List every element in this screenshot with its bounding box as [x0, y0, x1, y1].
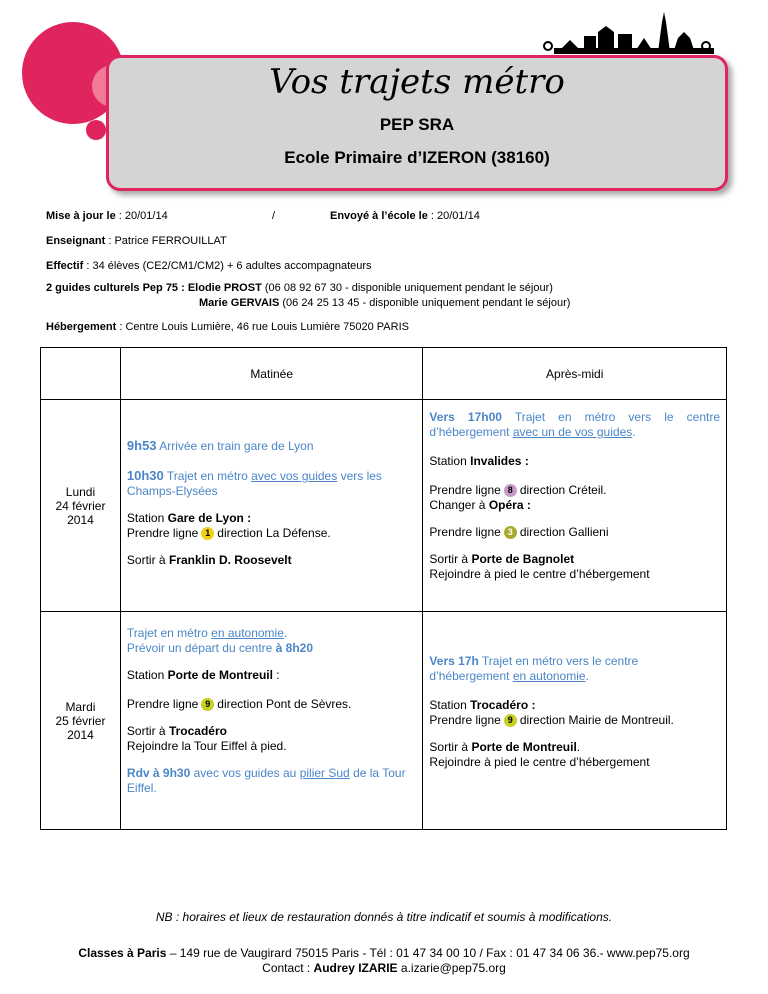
- morning-station: Gare de Lyon :: [167, 511, 252, 525]
- lodging-value: Centre Louis Lumière, 46 rue Louis Lumière 75020 PARIS: [125, 321, 409, 333]
- afternoon-walk: Rejoindre à pied le centre d’hébergement: [429, 567, 650, 581]
- afternoon-line-label: Prendre ligne: [429, 483, 501, 497]
- morning-direction: direction Pont de Sèvres.: [217, 697, 352, 711]
- footer-contact-name: Audrey IZARIE: [313, 961, 398, 975]
- metro-line-badge: 1: [201, 527, 214, 540]
- morning-trip-b: avec vos guides: [251, 469, 338, 483]
- empty-header-cell: [41, 348, 121, 400]
- afternoon-exit-label: Sortir à: [429, 740, 469, 754]
- footer-address: – 149 rue de Vaugirard 75015 Paris - Tél : 01 47 34 00 10 / Fax : 01 47 34 06 36.- www.pep75.org: [169, 946, 690, 960]
- morning-station-label: Station: [126, 511, 165, 525]
- guide1-name: Elodie PROST: [187, 282, 262, 294]
- afternoon-station: Trocadéro :: [470, 698, 536, 712]
- footer-contact-label: Contact :: [262, 961, 311, 975]
- morning-line-label: Prendre ligne: [126, 697, 199, 711]
- afternoon-station: Invalides :: [470, 454, 529, 468]
- morning-time2: 10h30: [126, 468, 164, 483]
- sent-date: 20/01/14: [437, 210, 480, 222]
- guide2-name: Marie GERVAIS: [199, 297, 280, 309]
- morning-rdv-a: Rdv à 9h30: [126, 766, 191, 780]
- afternoon-station-label: Station: [429, 698, 467, 712]
- day-date: 24 février: [55, 498, 106, 513]
- paris-skyline-icon: [540, 12, 715, 54]
- afternoon-exit-label: Sortir à: [429, 552, 469, 566]
- header-morning: Matinée: [120, 348, 423, 400]
- afternoon-direction: direction Créteil.: [519, 483, 607, 497]
- morning-trip-c: vers les Champs-Elysées: [126, 469, 382, 498]
- afternoon-direction2: direction Gallieni: [519, 525, 609, 539]
- footer-address-line: [0, 946, 768, 960]
- morning-rdv-b: avec vos guides au: [193, 766, 297, 780]
- afternoon-time: Vers 17h00: [429, 410, 502, 424]
- update-line: Mise à jour le : 20/01/14: [46, 210, 168, 222]
- morning-depart-a: Prévoir un départ du centre: [126, 641, 273, 655]
- guides-label: 2 guides culturels Pep 75 :: [46, 282, 185, 294]
- morning-exit: Franklin D. Roosevelt: [168, 553, 292, 567]
- morning-trip-a: Trajet en métro: [166, 469, 248, 483]
- day-year: 2014: [67, 727, 94, 742]
- schedule-table: [40, 347, 727, 830]
- lodging-label: Hébergement: [46, 321, 117, 333]
- guide2-line: [199, 297, 570, 309]
- metro-line-badge: 3: [504, 526, 517, 539]
- guide1-info: (06 08 92 67 30 - disponible uniquement pendant le séjour): [264, 282, 553, 294]
- morning-exit-label: Sortir à: [126, 553, 166, 567]
- day-date: 25 février: [55, 713, 106, 728]
- morning-station: Porte de Montreuil: [167, 668, 273, 682]
- teacher-label: Enseignant: [46, 235, 106, 247]
- table-row: [41, 400, 727, 612]
- effectif-value: 34 élèves (CE2/CM1/CM2) + 6 adultes accompagnateurs: [92, 260, 372, 272]
- school-name: Ecole Primaire d’IZERON (38160): [284, 148, 550, 167]
- table-header-row: [41, 348, 727, 400]
- afternoon-change-label: Changer à: [429, 498, 486, 512]
- morning-exit: Trocadéro: [168, 724, 227, 738]
- separator: /: [272, 210, 276, 222]
- day-name: Lundi: [65, 484, 96, 499]
- guide1-line: [46, 282, 553, 294]
- afternoon-trip-b: avec un de vos guides: [512, 425, 633, 439]
- header-afternoon: Après-midi: [423, 348, 727, 400]
- day-cell: [41, 400, 121, 612]
- morning-rdv-c: pilier Sud: [299, 766, 350, 780]
- day-cell: [41, 612, 121, 830]
- morning-direction: direction La Défense.: [217, 526, 331, 540]
- teacher-name: Patrice FERROUILLAT: [114, 235, 227, 247]
- update-label: Mise à jour le: [46, 210, 116, 222]
- morning-cell: [120, 400, 423, 612]
- footer-note: NB : horaires et lieux de restauration donnés à titre indicatif et soumis à modifications.: [155, 910, 613, 924]
- sent-line: Envoyé à l’école le : 20/01/14: [330, 210, 480, 222]
- sent-label: Envoyé à l’école le: [330, 210, 428, 222]
- teacher-line: Enseignant : Patrice FERROUILLAT: [46, 235, 227, 247]
- morning-time: 9h53: [126, 438, 157, 453]
- afternoon-trip-a: Trajet en métro vers le centre d’hébergement: [429, 654, 639, 683]
- afternoon-walk: Rejoindre à pied le centre d’hébergement: [429, 755, 650, 769]
- afternoon-cell: Vers 17h Trajet en métro vers le centre d’hébergement en autonomie. Station Trocadéro : Prendre ligne 9 direction Mairie de Montreuil. Sortir à Porte de Montreuil. Rejoindre à pied le centre d’hébergement: [423, 612, 727, 830]
- afternoon-cell: Vers 17h00 Trajet en métro vers le centre d’hébergement avec un de vos guides. Station Invalides : Prendre ligne 8 direction Créteil. Changer à Opéra : Prendre ligne 3 direction Gallieni Sortir à Porte de Bagnolet Rejoindre à pied le centre d’hébergement: [423, 400, 727, 612]
- table-row: [41, 612, 727, 830]
- morning-line-label: Prendre ligne: [126, 526, 199, 540]
- morning-depart-b: à 8h20: [275, 641, 314, 655]
- afternoon-trip-b: en autonomie: [512, 669, 586, 683]
- metro-line-badge: 8: [504, 484, 517, 497]
- decor-circle-small: [86, 120, 106, 140]
- morning-arrival: Arrivée en train gare de Lyon: [159, 439, 314, 453]
- effectif-line: Effectif : 34 élèves (CE2/CM1/CM2) + 6 adultes accompagnateurs: [46, 260, 372, 272]
- afternoon-line2-label: Prendre ligne: [429, 525, 501, 539]
- afternoon-exit: Porte de Montreuil: [471, 740, 577, 754]
- footer-contact-line: [0, 961, 768, 975]
- morning-trip-b: en autonomie: [211, 626, 284, 640]
- afternoon-time: Vers 17h: [429, 654, 479, 668]
- update-date: 20/01/14: [124, 210, 168, 222]
- afternoon-line-label: Prendre ligne: [429, 713, 501, 727]
- afternoon-direction: direction Mairie de Montreuil.: [519, 713, 674, 727]
- effectif-label: Effectif: [46, 260, 84, 272]
- afternoon-station-label: Station: [429, 454, 467, 468]
- morning-exit-label: Sortir à: [126, 724, 166, 738]
- footer-org: Classes à Paris: [78, 946, 167, 960]
- afternoon-exit: Porte de Bagnolet: [471, 552, 575, 566]
- subtitle: PEP SRA: [379, 115, 455, 134]
- morning-rdv-d: de la Tour Eiffel.: [126, 766, 406, 795]
- day-year: 2014: [67, 512, 94, 527]
- metro-line-badge: 9: [504, 714, 517, 727]
- metro-line-badge: 9: [201, 698, 214, 711]
- footer-contact-email[interactable]: a.izarie@pep75.org: [400, 961, 506, 975]
- day-name: Mardi: [65, 699, 96, 714]
- page-title: Vos trajets métro: [269, 62, 565, 102]
- afternoon-change: Opéra :: [488, 498, 531, 512]
- morning-walk: Rejoindre la Tour Eiffel à pied.: [126, 739, 287, 753]
- morning-cell: Trajet en métro en autonomie. Prévoir un départ du centre à 8h20 Station Porte de Montreuil : Prendre ligne 9 direction Pont de Sèvres. Sortir à Trocadéro Rejoindre la Tour Eiffel à pied. Rdv à 9h30 avec vos guides au pilier Sud de la Tour Eiffel.: [120, 612, 423, 830]
- afternoon-trip-a: Trajet en métro vers le centre d’hébergement: [429, 410, 721, 439]
- lodging-line: Hébergement : Centre Louis Lumière, 46 rue Louis Lumière 75020 PARIS: [46, 321, 409, 333]
- guide2-info: (06 24 25 13 45 - disponible uniquement pendant le séjour): [282, 297, 571, 309]
- morning-trip-a: Trajet en métro: [126, 626, 208, 640]
- morning-station-label: Station: [126, 668, 165, 682]
